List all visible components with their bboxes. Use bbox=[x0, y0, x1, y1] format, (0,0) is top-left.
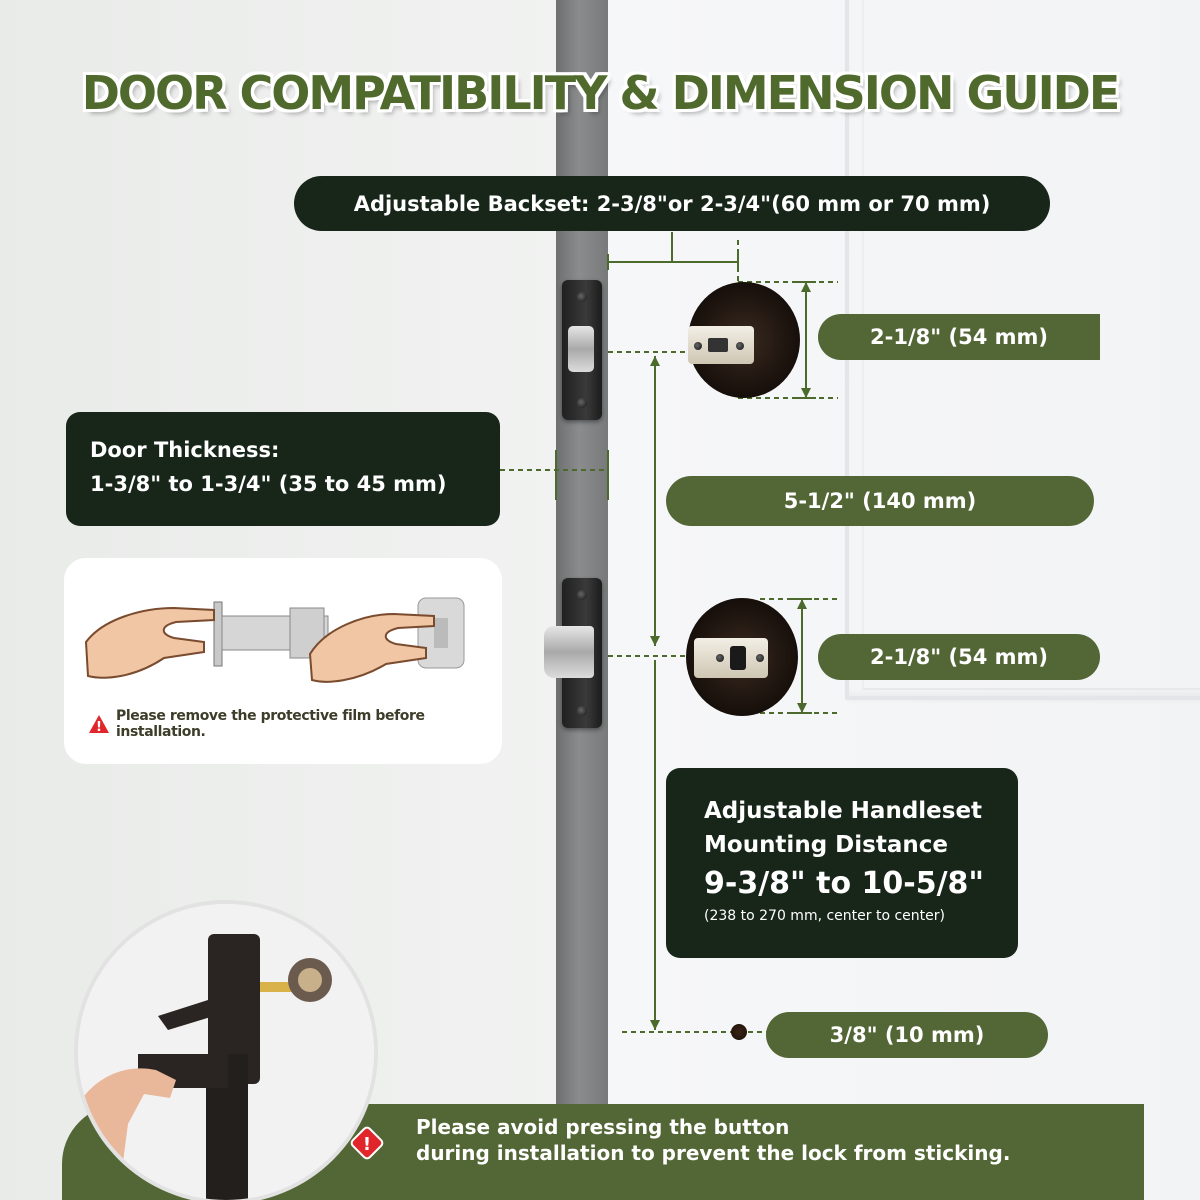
warning-triangle-icon bbox=[88, 714, 110, 734]
center-distance-dimension bbox=[666, 476, 1094, 526]
button-warning-line-2: during installation to prevent the lock from sticking. bbox=[416, 1141, 1011, 1165]
film-removal-illustration bbox=[64, 558, 502, 708]
latch-bolt bbox=[544, 626, 594, 678]
handleset-illustration bbox=[78, 904, 374, 1200]
small-hole-dimension bbox=[766, 1012, 1048, 1058]
handleset-value: 9-3/8" to 10-5/8" bbox=[704, 866, 985, 901]
backset-text: Adjustable Backset: 2-3/8"or 2-3/4"(60 mm or 70 mm) bbox=[353, 191, 991, 216]
handleset-photo bbox=[78, 904, 374, 1200]
button-warning-line-1: Please avoid pressing the button bbox=[416, 1115, 790, 1139]
svg-text:!: ! bbox=[362, 1134, 372, 1155]
latch-screw bbox=[694, 342, 702, 350]
small-hole-dimension-text: 3/8" (10 mm) bbox=[829, 1023, 985, 1047]
small-hole bbox=[731, 1024, 747, 1040]
center-distance-text: 5-1/2" (140 mm) bbox=[783, 489, 977, 513]
alert-diamond-icon bbox=[348, 1124, 386, 1162]
faceplate-screw bbox=[577, 398, 587, 408]
protective-film-card bbox=[64, 558, 502, 764]
hand-illustration bbox=[310, 614, 434, 682]
door-thickness-value: 1-3/8" to 1-3/4" (35 to 45 mm) bbox=[90, 472, 447, 496]
upper-hole-dimension bbox=[818, 314, 1100, 360]
handleset-distance-box bbox=[666, 768, 1018, 958]
film-notice bbox=[88, 708, 502, 740]
latch-screw bbox=[736, 342, 744, 350]
handleset-heading-2: Mounting Distance bbox=[704, 832, 948, 858]
door-thickness-box bbox=[66, 412, 500, 526]
handleset-heading-1: Adjustable Handleset bbox=[704, 798, 983, 824]
film-notice-text: Please remove the protective film before installation. bbox=[116, 708, 425, 740]
backset-label bbox=[294, 176, 1050, 231]
hand-illustration bbox=[86, 608, 214, 678]
svg-text:!: ! bbox=[96, 720, 102, 734]
page-title: DOOR COMPATIBILITY & DIMENSION GUIDE bbox=[81, 66, 1119, 120]
lower-hole-dimension bbox=[818, 634, 1100, 680]
button-warning-text bbox=[416, 1114, 1010, 1166]
latch-screw bbox=[756, 654, 764, 662]
faceplate-screw bbox=[577, 706, 587, 716]
latch-cam-slot bbox=[730, 646, 746, 670]
latch-screw bbox=[716, 654, 724, 662]
latch-plate-illustration bbox=[214, 602, 222, 666]
faceplate-screw bbox=[577, 292, 587, 302]
faceplate-screw bbox=[577, 590, 587, 600]
latch-cam-slot bbox=[708, 338, 728, 352]
lower-hole-dimension-text: 2-1/8" (54 mm) bbox=[870, 645, 1048, 669]
deadbolt-bolt bbox=[568, 326, 594, 372]
upper-hole-dimension-text: 2-1/8" (54 mm) bbox=[870, 325, 1048, 349]
door-thickness-heading: Door Thickness: bbox=[90, 438, 280, 462]
handleset-note: (238 to 270 mm, center to center) bbox=[704, 908, 945, 924]
